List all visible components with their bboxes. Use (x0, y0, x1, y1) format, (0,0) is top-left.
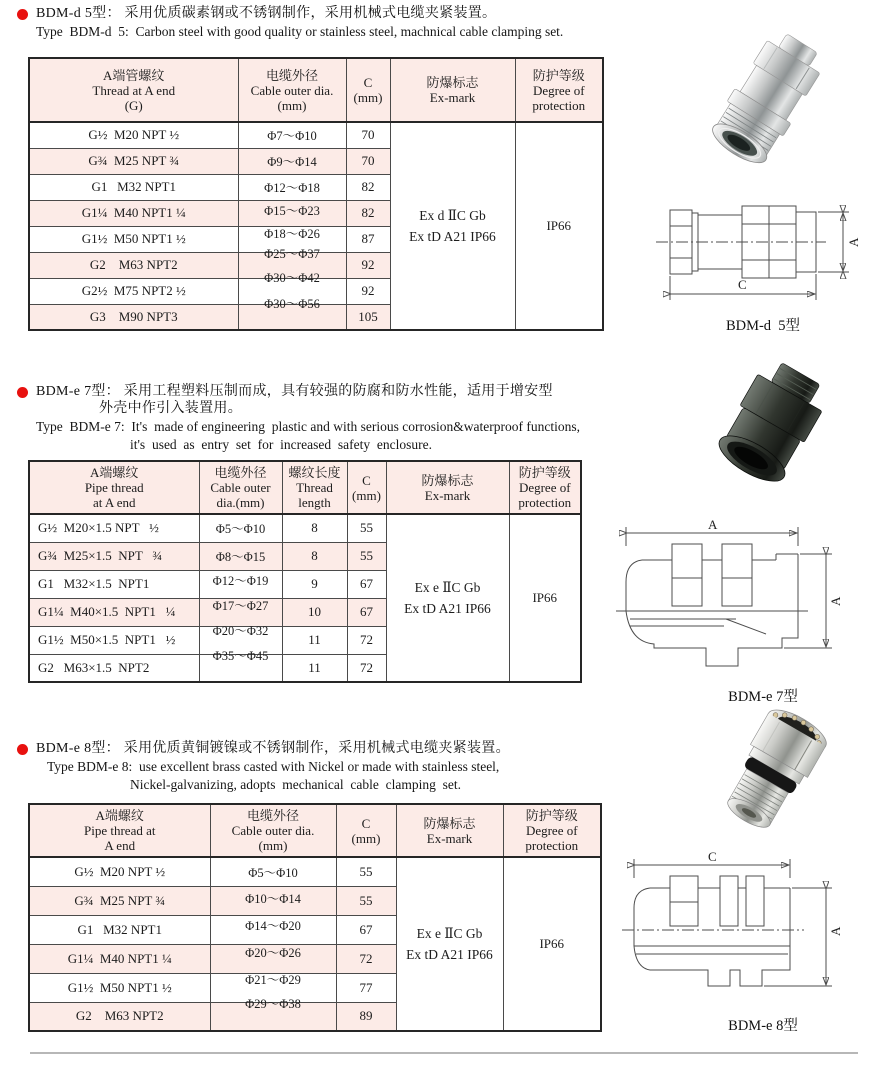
cell (29, 598, 199, 626)
cell-value: Φ17～Φ27 (212, 599, 269, 613)
cell (29, 304, 238, 330)
cell (199, 648, 282, 682)
cell-value: G½ M20 NPT ½ (74, 863, 166, 879)
header-line: (mm) (351, 830, 381, 846)
header-line: 防护等级 (532, 67, 585, 83)
cell (282, 598, 347, 626)
column-header (503, 804, 601, 857)
cell-value: 67 (360, 604, 373, 619)
figure-caption: BDM-d 5型 (725, 318, 801, 334)
cell-value: G1¼ M40×1.5 NPT1 ¼ (38, 604, 176, 619)
cell (199, 570, 282, 598)
product-photo-bdm-d5 (648, 26, 880, 192)
header-line: Degree of (525, 823, 578, 838)
header-line: Degree of (532, 82, 585, 98)
cell-value: 10 (308, 604, 321, 619)
header-line: C (362, 472, 371, 488)
cell (346, 278, 390, 304)
text-line: Nickel-galvanizing, adopts mechanical cable clamping set. (130, 777, 462, 792)
cell-value: Φ12～Φ18 (264, 181, 320, 195)
cell (346, 148, 390, 174)
cell-value: 8 (311, 548, 318, 563)
cell (238, 122, 346, 148)
header-line: 防护等级 (525, 808, 578, 823)
spec-table-bdm-d5 (28, 57, 604, 331)
cell-value: G2 M63×1.5 NPT2 (38, 659, 150, 675)
cell-value: 11 (308, 659, 321, 675)
cell-value: G1 M32×1.5 NPT1 (38, 576, 150, 591)
header-line: (mm) (277, 97, 307, 113)
column-header (238, 58, 346, 122)
header-line: protection (532, 97, 586, 113)
red-bullet-icon (17, 387, 28, 398)
ex-mark-line: Ex d ⅡC Gb (419, 208, 486, 223)
cell-value: G1¼ M40 NPT1 ¼ (67, 950, 172, 966)
cell-value: 67 (360, 576, 373, 591)
cell-value: G1½ M50×1.5 NPT1 ½ (38, 632, 176, 647)
ex-mark-cell (396, 857, 503, 1031)
cell (29, 174, 238, 200)
cell-value: G¾ M25 NPT ¾ (74, 892, 166, 908)
cell (346, 200, 390, 226)
cell (282, 570, 347, 598)
cell (282, 542, 347, 570)
cell-value: Φ14～Φ20 (245, 918, 301, 933)
cell-value: G2½ M75 NPT2 ½ (81, 283, 186, 298)
header-line: Thread (296, 480, 333, 495)
ex-mark-cell (386, 514, 509, 682)
ex-mark-cell (390, 122, 515, 330)
dim-label-a: A (828, 596, 843, 606)
text-line: Type BDM-d 5: Carbon steel with good quality or stainless steel, machnical cable clamping set. (36, 24, 564, 39)
cell-value: Φ25～Φ37 (264, 247, 320, 261)
text-line: BDM-e 8型： 采用优质黄铜镀镍或不锈钢制作，采用机械式电缆夹紧装置。 (36, 741, 510, 756)
text-line: it's used as entry set for increased safety enclosure. (130, 437, 432, 452)
cell-value: Φ30～Φ56 (264, 296, 320, 311)
dim-label-top: C (708, 850, 717, 864)
header-line: Pipe thread at (84, 823, 156, 838)
cell-value: Φ5～Φ10 (248, 865, 298, 880)
cell (29, 226, 238, 252)
header-line: A端螺纹 (95, 808, 144, 823)
column-header (29, 804, 210, 857)
cell-value: G2 M63 NPT2 (75, 1008, 164, 1024)
cell (336, 915, 396, 944)
column-header (29, 461, 199, 514)
cell (210, 997, 336, 1031)
header-line: Thread at A end (92, 82, 176, 98)
cell (29, 915, 210, 944)
section-title-cn (36, 5, 496, 22)
cell (29, 570, 199, 598)
cell-value: Φ18～Φ26 (264, 227, 320, 241)
header-line: Ex-mark (426, 830, 473, 846)
header-line: C (361, 815, 371, 831)
protection-cell: IP66 (509, 514, 581, 682)
cell (347, 598, 386, 626)
table-row (29, 857, 601, 886)
cell-value: 82 (361, 205, 375, 220)
cell-value: G½ M20 NPT ½ (88, 127, 180, 143)
cell (29, 857, 210, 886)
cell-value: G¾ M25×1.5 NPT ¾ (38, 548, 163, 563)
cell-value: Φ15～Φ23 (264, 204, 320, 218)
cell-value: G1 M32 NPT1 (91, 179, 176, 194)
header-line: (mm) (352, 487, 381, 503)
header-line: 电缆外径 (214, 465, 267, 480)
header-line: 防爆标志 (421, 472, 474, 488)
column-header (210, 804, 336, 857)
column-header (347, 461, 386, 514)
cell (282, 654, 347, 682)
cell (346, 122, 390, 148)
cell-value: 8 (311, 520, 318, 536)
header-line: A端螺纹 (90, 465, 139, 480)
header-line: Ex-mark (429, 90, 476, 105)
cell (238, 148, 346, 174)
cell-value: G1½ M50 NPT1 ½ (67, 979, 172, 995)
ex-mark-line: Ex tD A21 IP66 (406, 947, 493, 962)
cell-value: Φ7～Φ10 (267, 129, 317, 144)
cell (199, 514, 282, 542)
cell (29, 122, 238, 148)
header-line: 电缆外径 (246, 808, 299, 823)
cell-value: 105 (358, 308, 378, 324)
cell (346, 304, 390, 330)
header-line: Pipe thread (84, 480, 144, 495)
cell (336, 973, 396, 1002)
cell-value: Φ20～Φ32 (212, 624, 269, 638)
cell-value: Φ35～Φ45 (212, 648, 269, 663)
protection-cell: IP66 (515, 122, 603, 330)
text-line: Type BDM-e 7: It's made of engineering plastic and with serious corrosion&waterproof functions, (36, 419, 580, 434)
header-line: Cable outer dia. (250, 82, 334, 98)
cell (210, 886, 336, 915)
cell (29, 886, 210, 915)
red-bullet-icon (17, 9, 28, 20)
cell (238, 296, 346, 330)
text-line: Type BDM-e 8: use excellent brass casted with Nickel or made with stainless steel, (47, 759, 500, 774)
section-title-en (36, 23, 563, 41)
header-line: Cable outer dia. (231, 823, 315, 838)
dim-label-c: C (738, 277, 747, 292)
header-line: 螺纹长度 (288, 465, 341, 480)
cell (210, 857, 336, 886)
cell-value: 9 (311, 576, 318, 591)
dimension-drawing-bdm-e8 (620, 850, 860, 1010)
cell (29, 973, 210, 1002)
cell (29, 252, 238, 278)
header-line: protection (525, 838, 579, 853)
cell (29, 278, 238, 304)
cell-value: Φ8～Φ15 (215, 550, 266, 564)
cell-value: Φ10～Φ14 (245, 891, 301, 906)
ex-mark-line: Ex tD A21 IP66 (404, 601, 491, 616)
header-line: 防爆标志 (423, 815, 476, 831)
cell-value: 82 (361, 179, 375, 194)
cell (29, 626, 199, 654)
header-line: dia.(mm) (216, 495, 265, 510)
dim-label-top: A (708, 517, 718, 532)
cell-value: 55 (360, 548, 373, 563)
cell-value: G2 M63 NPT2 (89, 257, 178, 272)
column-header (390, 58, 515, 122)
column-header (336, 804, 396, 857)
product-photo-bdm-e8 (686, 706, 851, 858)
cell (347, 542, 386, 570)
header-line: (mm) (353, 90, 383, 105)
cell-value: 70 (361, 153, 375, 168)
cell (238, 200, 346, 226)
column-header (199, 461, 282, 514)
cell-value: G¾ M25 NPT ¾ (88, 153, 180, 168)
dimension-drawing-bdm-d5 (652, 186, 877, 311)
column-header (509, 461, 581, 514)
cell-value: 11 (308, 632, 321, 647)
cell-value: 55 (359, 863, 373, 879)
cell-value: 89 (359, 1008, 373, 1024)
section-title-en (36, 418, 580, 454)
cell (29, 148, 238, 174)
cell (29, 514, 199, 542)
cell-value: 55 (360, 520, 373, 536)
dimension-drawing-bdm-e7 (616, 516, 856, 688)
cell (336, 944, 396, 973)
cell (336, 1002, 396, 1031)
header-line: protection (518, 495, 572, 510)
cell (199, 542, 282, 570)
column-header (29, 58, 238, 122)
cell (336, 886, 396, 915)
header-line: A end (104, 838, 136, 853)
header-line: Degree of (518, 480, 571, 495)
dim-label-a: A (846, 237, 861, 247)
ex-mark-line: Ex tD A21 IP66 (409, 229, 496, 244)
header-line: 防爆标志 (426, 75, 479, 90)
product-photo-bdm-e7 (683, 360, 848, 512)
cell-value: 87 (361, 231, 375, 246)
cell-value: G3 M90 NPT3 (89, 308, 178, 324)
cell (346, 174, 390, 200)
header-line: Ex-mark (424, 487, 471, 503)
header-line: (mm) (258, 838, 288, 853)
cell-value: G½ M20×1.5 NPT ½ (38, 520, 159, 536)
cell (238, 174, 346, 200)
cell (346, 226, 390, 252)
cell (347, 514, 386, 542)
cell-value: 67 (359, 921, 373, 937)
red-bullet-icon (17, 744, 28, 755)
cell-value: 72 (360, 659, 373, 675)
cell (282, 514, 347, 542)
cell-value: 72 (359, 950, 373, 966)
text-line: BDM-e 7型： 采用工程塑料压制而成，具有较强的防腐和防水性能，适用于增安型 (36, 384, 553, 399)
cell (210, 915, 336, 944)
cell-value: Φ30～Φ42 (264, 271, 320, 285)
cell-value: G1 M32 NPT1 (77, 921, 162, 937)
page-footer-rule (30, 1052, 858, 1054)
cell-value: 55 (359, 892, 373, 908)
ex-mark-line: Ex e ⅡC Gb (414, 580, 481, 595)
header-line: C (363, 75, 373, 90)
header-line: 电缆外径 (265, 67, 318, 83)
section-title-en (36, 758, 499, 794)
cell-value: Φ29～Φ38 (245, 997, 301, 1012)
cell-value: Φ20～Φ26 (245, 945, 301, 960)
cell-value: Φ9～Φ14 (267, 155, 317, 169)
cell-value: Φ21～Φ29 (245, 972, 301, 987)
ex-mark-line: Ex e ⅡC Gb (416, 926, 483, 941)
text-line: 外壳中作引入装置用。 (99, 401, 242, 416)
cell-value: G1½ M50 NPT1 ½ (81, 231, 186, 246)
cell (346, 252, 390, 278)
table-row (29, 514, 581, 542)
protection-cell: IP66 (503, 857, 601, 1031)
column-header (396, 804, 503, 857)
spec-table-bdm-e7 (28, 460, 582, 683)
cell-value: 70 (361, 127, 375, 143)
figure-caption: BDM-e 7型 (728, 689, 798, 705)
dim-label-a: A (828, 926, 843, 936)
column-header (282, 461, 347, 514)
cell (282, 626, 347, 654)
cell (29, 542, 199, 570)
cell (347, 570, 386, 598)
cell (336, 857, 396, 886)
text-line: BDM-d 5型： 采用优质碳素钢或不锈钢制作，采用机械式电缆夹紧装置。 (36, 6, 497, 21)
column-header (386, 461, 509, 514)
cell-value: G1¼ M40 NPT1 ¼ (81, 205, 186, 220)
cell (29, 200, 238, 226)
cell (29, 654, 199, 682)
cell (347, 626, 386, 654)
section-title-cn (36, 740, 510, 757)
header-line: length (298, 495, 331, 510)
header-line: Cable outer (210, 480, 271, 495)
cell (29, 944, 210, 973)
table-row (29, 122, 603, 148)
header-line: at A end (92, 495, 136, 510)
header-line: A端管螺纹 (103, 67, 165, 83)
cell (347, 654, 386, 682)
figure-caption: BDM-e 8型 (728, 1018, 798, 1034)
cell-value: 92 (361, 257, 375, 272)
header-line: 防护等级 (518, 465, 571, 480)
cell (29, 1002, 210, 1031)
header-line: (G) (124, 97, 143, 113)
spec-table-bdm-e8 (28, 803, 602, 1032)
column-header (346, 58, 390, 122)
cell-value: Φ5～Φ10 (215, 522, 266, 537)
cell-value: 72 (360, 632, 373, 647)
cell-value: Φ12～Φ19 (212, 574, 269, 588)
cell-value: 77 (359, 979, 373, 995)
column-header (515, 58, 603, 122)
section-title-cn (36, 383, 553, 417)
cell-value: 92 (361, 283, 375, 298)
